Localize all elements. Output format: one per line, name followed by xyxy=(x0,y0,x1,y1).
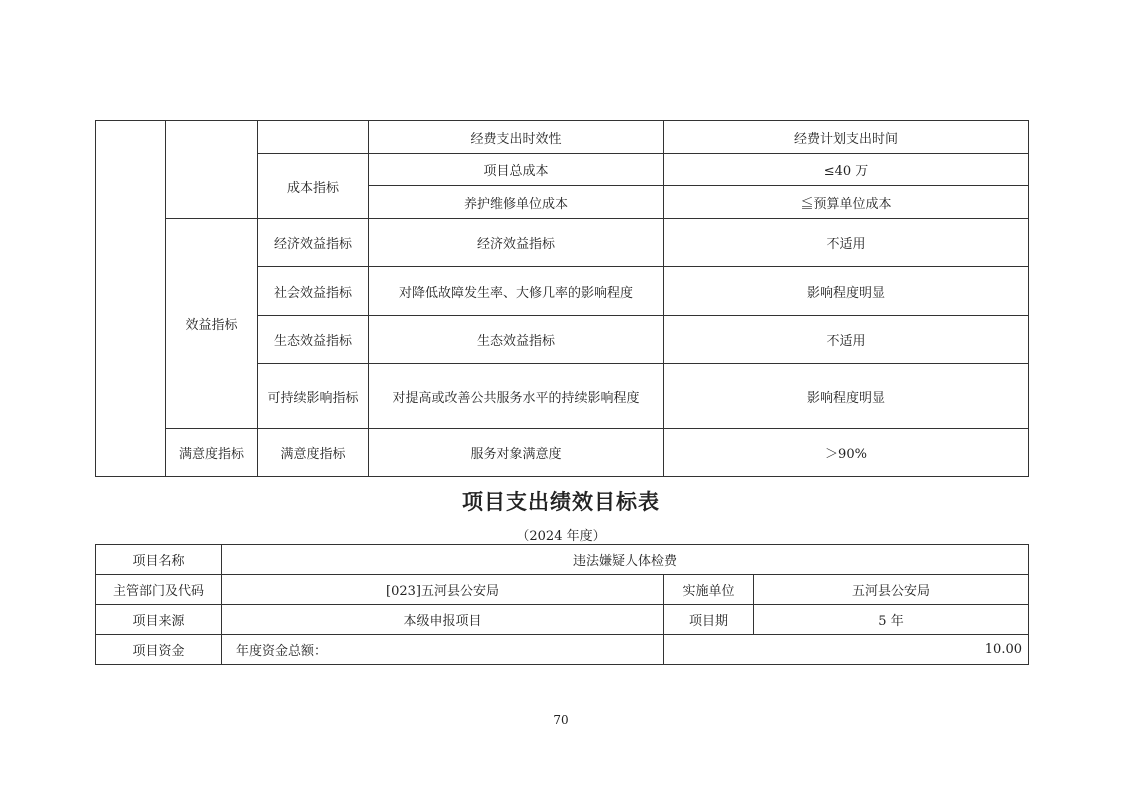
indicator-cell: 对提高或改善公共服务水平的持续影响程度 xyxy=(369,364,664,429)
table-row xyxy=(96,635,1029,665)
fund-total-value: 10.00 xyxy=(664,635,1029,665)
indicator-cell: 经费支出时效性 xyxy=(369,121,664,154)
indicator-cell: 对降低故障发生率、大修几率的影响程度 xyxy=(369,267,664,316)
fund-total-label: 年度资金总额： xyxy=(222,635,664,665)
secondary-indicator-label: 社会效益指标 xyxy=(258,267,369,316)
table-row xyxy=(96,545,1029,575)
table-row xyxy=(96,219,1029,267)
secondary-indicator-label: 生态效益指标 xyxy=(258,316,369,364)
project-info-table xyxy=(95,544,1029,665)
indicator-cell: 服务对象满意度 xyxy=(369,429,664,477)
table-row xyxy=(96,605,1029,635)
indicator-value-cell: ≤40 万 xyxy=(664,154,1029,186)
indicator-value-cell: 不适用 xyxy=(664,219,1029,267)
primary-indicator-cell-empty xyxy=(96,121,166,477)
secondary-indicator-cell-empty xyxy=(166,121,258,219)
source-label: 项目来源 xyxy=(96,605,222,635)
tertiary-indicator-cell-empty xyxy=(258,121,369,154)
cost-indicator-label: 成本指标 xyxy=(258,154,369,219)
project-name-value: 违法嫌疑人体检费 xyxy=(222,545,1029,575)
period-label: 项目期 xyxy=(664,605,754,635)
impl-unit-value: 五河县公安局 xyxy=(754,575,1029,605)
satisfaction-indicator-label: 满意度指标 xyxy=(166,429,258,477)
impl-unit-label: 实施单位 xyxy=(664,575,754,605)
performance-indicators-table xyxy=(95,120,1029,477)
indicator-value-cell: 经费计划支出时间 xyxy=(664,121,1029,154)
dept-value: [023]五河县公安局 xyxy=(222,575,664,605)
indicator-value-cell: 影响程度明显 xyxy=(664,267,1029,316)
fund-label: 项目资金 xyxy=(96,635,222,665)
table-row xyxy=(96,575,1029,605)
page-number: 70 xyxy=(553,713,569,727)
benefit-indicator-label: 效益指标 xyxy=(166,219,258,429)
secondary-indicator-label: 可持续影响指标 xyxy=(258,364,369,429)
secondary-indicator-label: 经济效益指标 xyxy=(258,219,369,267)
period-value: 5 年 xyxy=(754,605,1029,635)
source-value: 本级申报项目 xyxy=(222,605,664,635)
indicator-value-cell: ≦预算单位成本 xyxy=(664,186,1029,219)
page-subtitle: （2024 年度） xyxy=(516,529,606,544)
indicator-cell: 养护维修单位成本 xyxy=(369,186,664,219)
indicator-value-cell: 影响程度明显 xyxy=(664,364,1029,429)
indicator-cell: 生态效益指标 xyxy=(369,316,664,364)
indicator-cell: 经济效益指标 xyxy=(369,219,664,267)
dept-label: 主管部门及代码 xyxy=(96,575,222,605)
indicator-cell: 项目总成本 xyxy=(369,154,664,186)
secondary-indicator-label: 满意度指标 xyxy=(258,429,369,477)
table-row xyxy=(96,121,1029,154)
page-title: 项目支出绩效目标表 xyxy=(462,490,660,514)
indicator-value-cell: 不适用 xyxy=(664,316,1029,364)
indicator-value-cell: ＞90% xyxy=(664,429,1029,477)
table-row xyxy=(96,429,1029,477)
project-name-label: 项目名称 xyxy=(96,545,222,575)
